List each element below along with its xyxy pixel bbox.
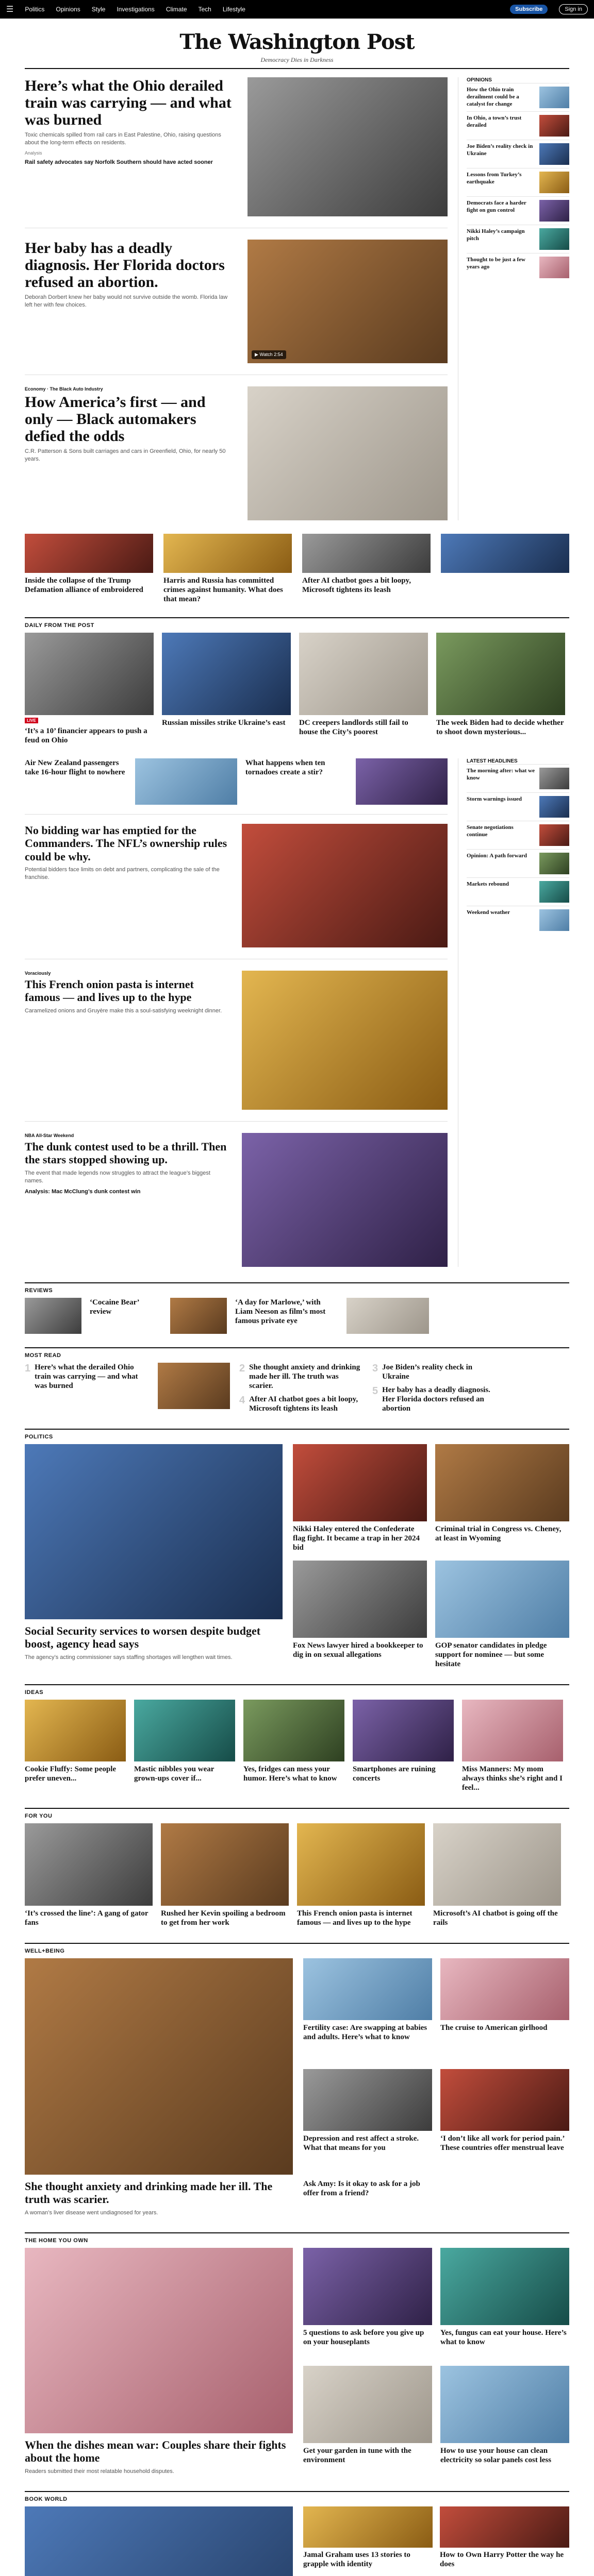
divider — [25, 2491, 569, 2492]
home-image[interactable] — [440, 2248, 569, 2325]
opinion-item[interactable] — [467, 140, 569, 168]
story-headline[interactable]: After AI chatbot goes a bit loopy, Microsoft tightens its leash — [302, 577, 411, 594]
book-lead-image[interactable] — [25, 2506, 293, 2576]
rank-number: 3 — [372, 1363, 378, 1374]
section-label[interactable]: DAILY FROM THE POST — [25, 622, 94, 629]
wellbeing-item[interactable]: Depression and rest affect a stroke. What that means for you — [303, 2134, 419, 2152]
latest-sidebar — [458, 758, 569, 1267]
wellbeing-item[interactable]: Fertility case: Are swapping at babies and adults. Here’s what to know — [303, 2024, 427, 2041]
wellbeing-image[interactable] — [303, 2069, 432, 2131]
book-item[interactable]: Jamal Graham uses 13 stories to grapple with identity — [303, 2550, 410, 2568]
story-blurb: Caramelized onions and Gruyère make this a soul-satisfying weeknight dinner. — [25, 1007, 222, 1014]
home-blurb: Readers submitted their most relatable household disputes. — [25, 2468, 174, 2475]
opinion-headline[interactable]: Thought to be just a few years ago — [467, 257, 525, 270]
story-headline[interactable]: The week Biden had to decide whether to shoot down mysterious... — [436, 719, 564, 736]
latest-label[interactable]: LATEST HEADLINES — [467, 758, 518, 764]
ideas-section — [0, 1689, 594, 1792]
story-blurb: C.R. Patterson & Sons built carriages and cars in Greenfield, Ohio, for nearly 50 years. — [25, 448, 226, 463]
politics-image[interactable] — [293, 1561, 427, 1638]
opinion-item[interactable] — [467, 225, 569, 253]
divider — [25, 1282, 569, 1283]
story-related-link[interactable]: Analysis: Mac McClung’s dunk contest win — [25, 1189, 141, 1195]
section-label[interactable]: MOST READ — [25, 1352, 61, 1359]
ideas-image[interactable] — [353, 1700, 454, 1761]
news-block — [0, 758, 594, 1267]
sign-in-button[interactable]: Sign in — [559, 4, 588, 14]
story-kicker: Economy · The Black Auto Industry — [25, 386, 103, 392]
home-item[interactable]: 5 questions to ask before you give up on your houseplants — [303, 2328, 424, 2346]
nav-item[interactable]: Opinions — [56, 6, 80, 13]
latest-item[interactable] — [467, 821, 569, 849]
latest-item[interactable] — [467, 764, 569, 792]
opinion-thumbnail[interactable] — [539, 257, 569, 278]
story-image[interactable] — [299, 633, 428, 715]
divider — [25, 617, 569, 618]
for-you-headline[interactable]: ‘It’s crossed the line’: A gang of gator fans — [25, 1909, 148, 1927]
for-you-headline[interactable]: Rushed her Kevin spoiling a bedroom to get from her work — [161, 1909, 286, 1927]
opinion-thumbnail[interactable] — [539, 115, 569, 137]
story-image[interactable] — [242, 971, 448, 1110]
politics-lead-image[interactable] — [25, 1444, 283, 1619]
politics-item[interactable]: Fox News lawyer hired a bookkeeper to dig in on sexual allegations — [293, 1641, 423, 1659]
latest-headline[interactable]: Markets rebound — [467, 881, 509, 887]
opinion-thumbnail[interactable] — [539, 200, 569, 222]
latest-thumbnail[interactable] — [539, 909, 569, 931]
for-you-image[interactable] — [25, 1823, 153, 1906]
main-column — [25, 77, 448, 520]
latest-item[interactable] — [467, 792, 569, 821]
divider — [25, 1808, 569, 1809]
opinion-headline[interactable]: Lessons from Turkey’s earthquake — [467, 172, 522, 185]
nav-item[interactable]: Style — [91, 6, 106, 13]
reviews-section — [0, 1287, 594, 1334]
section-label[interactable]: WELL+BEING — [25, 1948, 65, 1954]
story-blurb: Potential bidders face limits on debt and partners, complicating the sale of the franchise. — [25, 866, 220, 881]
politics-headline[interactable]: Social Security services to worsen despite budget boost, agency head says — [25, 1624, 261, 1651]
divider — [25, 1943, 569, 1944]
home-image[interactable] — [440, 2366, 569, 2443]
nav-item[interactable]: Tech — [198, 6, 211, 13]
most-read-image[interactable] — [158, 1363, 230, 1409]
opinion-headline[interactable]: In Ohio, a town’s trust derailed — [467, 115, 522, 128]
ideas-headline[interactable]: Smartphones are ruining concerts — [353, 1765, 436, 1783]
home-item[interactable]: Get your garden in tune with the environment — [303, 2446, 411, 2464]
book-image[interactable] — [440, 2506, 569, 2548]
wellbeing-image[interactable] — [440, 1958, 569, 2020]
rank-number: 1 — [25, 1363, 31, 1374]
book-image[interactable] — [303, 2506, 433, 2548]
story-image[interactable] — [242, 1133, 448, 1267]
opinion-thumbnail[interactable] — [539, 87, 569, 108]
latest-headline[interactable]: The morning after: what we know — [467, 768, 535, 781]
home-lead-image[interactable] — [25, 2248, 293, 2433]
ideas-headline[interactable]: Mastic nibbles you wear grown-ups cover if... — [134, 1765, 214, 1783]
divider — [25, 68, 569, 69]
masthead — [0, 19, 594, 68]
review-image[interactable] — [346, 1298, 429, 1334]
story-row — [0, 534, 594, 604]
review-image[interactable] — [25, 1298, 81, 1334]
story-image[interactable] — [163, 534, 292, 573]
story-image[interactable] — [302, 534, 431, 573]
most-read-headline[interactable]: Her baby has a deadly diagnosis. Her Florida doctors refused an abortion — [382, 1386, 490, 1413]
book-section — [0, 2496, 594, 2576]
story-image[interactable] — [162, 633, 291, 715]
wellbeing-lead-image[interactable] — [25, 1958, 293, 2175]
book-item[interactable]: How to Own Harry Potter the way he does — [440, 2550, 564, 2568]
most-read-headline[interactable]: She thought anxiety and drinking made her ill. The truth was scarier. — [249, 1363, 360, 1390]
play-button[interactable]: ▶ Watch 2:54 — [252, 350, 286, 359]
latest-thumbnail[interactable] — [539, 768, 569, 789]
latest-item[interactable] — [467, 849, 569, 877]
story-headline[interactable]: Air New Zealand passengers take 16-hour flight to nowhere — [25, 759, 125, 776]
lead-headline[interactable]: Here’s what the Ohio derailed train was carrying — and what was burned — [25, 77, 232, 128]
ideas-headline[interactable]: Cookie Fluffy: Some people prefer uneven... — [25, 1765, 117, 1783]
wellbeing-image[interactable] — [303, 1958, 432, 2020]
latest-item[interactable] — [467, 877, 569, 906]
section-label[interactable]: BOOK WORLD — [25, 2496, 68, 2502]
rank-number: 2 — [239, 1363, 245, 1374]
opinion-headline[interactable]: Nikki Haley’s campaign pitch — [467, 228, 525, 242]
section-label[interactable]: REVIEWS — [25, 1287, 53, 1294]
opinions-label[interactable]: OPINIONS — [467, 77, 492, 83]
story-headline[interactable]: DC creepers landlords still fail to house the City’s poorest — [299, 719, 408, 736]
story-headline[interactable]: This French onion pasta is internet famous — and lives up to the hype — [25, 978, 194, 1004]
opinion-item[interactable] — [467, 168, 569, 196]
home-image[interactable] — [303, 2366, 432, 2443]
story-headline[interactable]: ‘It’s a 10’ financier appears to push a feud on Ohio — [25, 727, 147, 744]
wellbeing-item[interactable]: The cruise to American girlhood — [440, 2024, 548, 2032]
review-headline[interactable]: ‘Cocaine Bear’ review — [90, 1298, 139, 1316]
politics-item[interactable]: Nikki Haley entered the Confederate flag fight. It became a trap in her 2024 bid — [293, 1525, 420, 1552]
divider — [25, 1684, 569, 1685]
story-headline[interactable]: Russian missiles strike Ukraine’s east — [162, 719, 286, 727]
for-you-image[interactable] — [433, 1823, 561, 1906]
subscribe-button[interactable]: Subscribe — [510, 5, 548, 14]
latest-headline[interactable]: Weekend weather — [467, 909, 510, 916]
story-image[interactable] — [135, 758, 237, 805]
home-section — [0, 2238, 594, 2476]
ideas-image[interactable] — [134, 1700, 235, 1761]
story-kicker: Voraciously — [25, 971, 51, 976]
lead-image[interactable] — [248, 77, 448, 216]
most-read-section — [0, 1352, 594, 1413]
politics-item[interactable]: Criminal trial in Congress vs. Cheney, at least in Wyoming — [435, 1525, 562, 1543]
for-you-section — [0, 1813, 594, 1927]
story-headline[interactable]: No bidding war has emptied for the Commanders. The NFL’s ownership rules could be why. — [25, 824, 227, 863]
opinion-item[interactable] — [467, 83, 569, 111]
opinions-sidebar — [458, 77, 569, 520]
for-you-headline[interactable]: This French onion pasta is internet famous — and lives up to the hype — [297, 1909, 412, 1927]
lead-related-link[interactable]: Rail safety advocates say Norfolk Southern should have acted sooner — [25, 159, 213, 165]
opinion-item[interactable] — [467, 253, 569, 281]
opinion-thumbnail[interactable] — [539, 228, 569, 250]
home-item[interactable]: How to use your house can clean electricity so solar panels cost less — [440, 2446, 552, 2464]
home-image[interactable] — [303, 2248, 432, 2325]
politics-section — [0, 1434, 594, 1669]
for-you-headline[interactable]: Microsoft’s AI chatbot is going off the rails — [433, 1909, 558, 1927]
story-blurb: The event that made legends now struggles to attract the league’s biggest names. — [25, 1170, 210, 1184]
rank-number: 5 — [372, 1385, 378, 1397]
opinion-headline[interactable]: How the Ohio train derailment could be a catalyst for change — [467, 87, 519, 107]
latest-headline[interactable]: Opinion: A path forward — [467, 853, 527, 859]
opinion-thumbnail[interactable] — [539, 172, 569, 193]
story-headline[interactable]: Her baby has a deadly diagnosis. Her Florida doctors refused an abortion. — [25, 240, 225, 291]
site-logo[interactable]: The Washington Post — [179, 30, 415, 54]
top-block — [0, 77, 594, 520]
lead-blurb: Toxic chemicals spilled from rail cars in East Palestine, Ohio, raising questions about the long-term effects on residents. — [25, 132, 221, 146]
nav-item[interactable]: Investigations — [117, 6, 155, 13]
story-headline[interactable]: Harris and Russia has committed crimes against humanity. What does that mean? — [163, 577, 283, 603]
opinion-headline[interactable]: Joe Biden’s reality check in Ukraine — [467, 143, 533, 157]
review-image[interactable] — [170, 1298, 227, 1334]
daily-section — [0, 622, 594, 745]
live-badge: LIVE — [25, 718, 38, 723]
review-headline[interactable]: ‘A day for Marlowe,’ with Liam Neeson as film’s most famous private eye — [235, 1298, 326, 1325]
politics-blurb: The agency’s acting commissioner says staffing shortages will lengthen wait times. — [25, 1654, 233, 1660]
lead-byline: Analysis — [25, 150, 42, 156]
section-label[interactable]: POLITICS — [25, 1434, 53, 1440]
divider — [25, 1429, 569, 1430]
story-image[interactable] — [436, 633, 565, 715]
divider — [25, 1347, 569, 1348]
latest-headline[interactable]: Storm warnings issued — [467, 796, 522, 802]
ideas-image[interactable] — [243, 1700, 344, 1761]
opinion-item[interactable] — [467, 111, 569, 140]
story-image[interactable] — [25, 534, 153, 573]
section-label[interactable]: IDEAS — [25, 1689, 44, 1696]
rank-number: 4 — [239, 1395, 245, 1406]
most-read-headline[interactable]: Here’s what the derailed Ohio train was carrying — and what was burned — [35, 1363, 138, 1390]
story-image[interactable] — [248, 386, 448, 520]
story-headline[interactable]: Inside the collapse of the Trump Defamation alliance of embroidered — [25, 577, 143, 594]
nav-item[interactable]: Politics — [25, 6, 45, 13]
most-read-headline[interactable]: After AI chatbot goes a bit loopy, Microsoft tightens its leash — [249, 1395, 358, 1413]
story-video-thumbnail[interactable] — [248, 240, 448, 363]
story-image[interactable] — [356, 758, 448, 805]
section-label[interactable]: THE HOME YOU OWN — [25, 2237, 88, 2244]
section-label[interactable]: FOR YOU — [25, 1813, 53, 1819]
nav-item[interactable]: Climate — [166, 6, 187, 13]
ideas-image[interactable] — [462, 1700, 563, 1761]
opinion-thumbnail[interactable] — [539, 143, 569, 165]
wellbeing-item[interactable]: ‘I don’t like all work for period pain.’ These countries offer menstrual leave — [440, 2134, 565, 2152]
politics-image[interactable] — [435, 1561, 569, 1638]
story-headline[interactable]: How America’s first — and only — Black automakers defied the odds — [25, 394, 206, 445]
latest-thumbnail[interactable] — [539, 853, 569, 874]
story-blurb: Deborah Dorbert knew her baby would not survive outside the womb. Florida law left her with few choices. — [25, 294, 228, 309]
story-headline[interactable]: What happens when ten tornadoes create a stir? — [245, 759, 325, 776]
divider — [25, 2232, 569, 2233]
story-image[interactable] — [441, 534, 569, 573]
story-image[interactable] — [25, 633, 154, 715]
story-kicker: NBA All-Star Weekend — [25, 1133, 74, 1138]
opinion-headline[interactable]: Democrats face a harder fight on gun control — [467, 200, 526, 213]
latest-headline[interactable]: Senate negotiations continue — [467, 824, 514, 838]
wellbeing-item[interactable]: Ask Amy: Is it okay to ask for a job offer from a friend? — [303, 2180, 420, 2198]
latest-item[interactable] — [467, 906, 569, 934]
wellbeing-section — [0, 1948, 594, 2217]
nav-item[interactable]: Lifestyle — [222, 6, 245, 13]
wellbeing-headline[interactable]: She thought anxiety and drinking made her ill. The truth was scarier. — [25, 2180, 273, 2206]
most-read-headline[interactable]: Joe Biden’s reality check in Ukraine — [382, 1363, 473, 1381]
opinion-item[interactable] — [467, 196, 569, 225]
latest-thumbnail[interactable] — [539, 824, 569, 846]
for-you-image[interactable] — [297, 1823, 425, 1906]
politics-image[interactable] — [435, 1444, 569, 1521]
ideas-headline[interactable]: Yes, fridges can mess your humor. Here’s what to know — [243, 1765, 337, 1783]
politics-image[interactable] — [293, 1444, 427, 1521]
ideas-image[interactable] — [25, 1700, 126, 1761]
for-you-image[interactable] — [161, 1823, 289, 1906]
wellbeing-blurb: A woman’s liver disease went undiagnosed for years. — [25, 2209, 158, 2216]
story-image[interactable] — [242, 824, 448, 947]
ideas-headline[interactable]: Miss Manners: My mom always thinks she’s right and I feel... — [462, 1765, 563, 1792]
home-item[interactable]: Yes, fungus can eat your house. Here’s what to know — [440, 2328, 567, 2346]
top-nav — [0, 0, 594, 19]
tagline: Democracy Dies in Darkness — [260, 56, 334, 63]
latest-thumbnail[interactable] — [539, 796, 569, 818]
story-headline[interactable]: The dunk contest used to be a thrill. Then the stars stopped showing up. — [25, 1140, 227, 1166]
politics-item[interactable]: GOP senator candidates in pledge support for nominee — but some hesitate — [435, 1641, 547, 1668]
menu-icon[interactable]: ☰ — [6, 5, 14, 14]
home-headline[interactable]: When the dishes mean war: Couples share their fights about the home — [25, 2438, 286, 2465]
latest-thumbnail[interactable] — [539, 881, 569, 903]
wellbeing-image[interactable] — [440, 2069, 569, 2131]
